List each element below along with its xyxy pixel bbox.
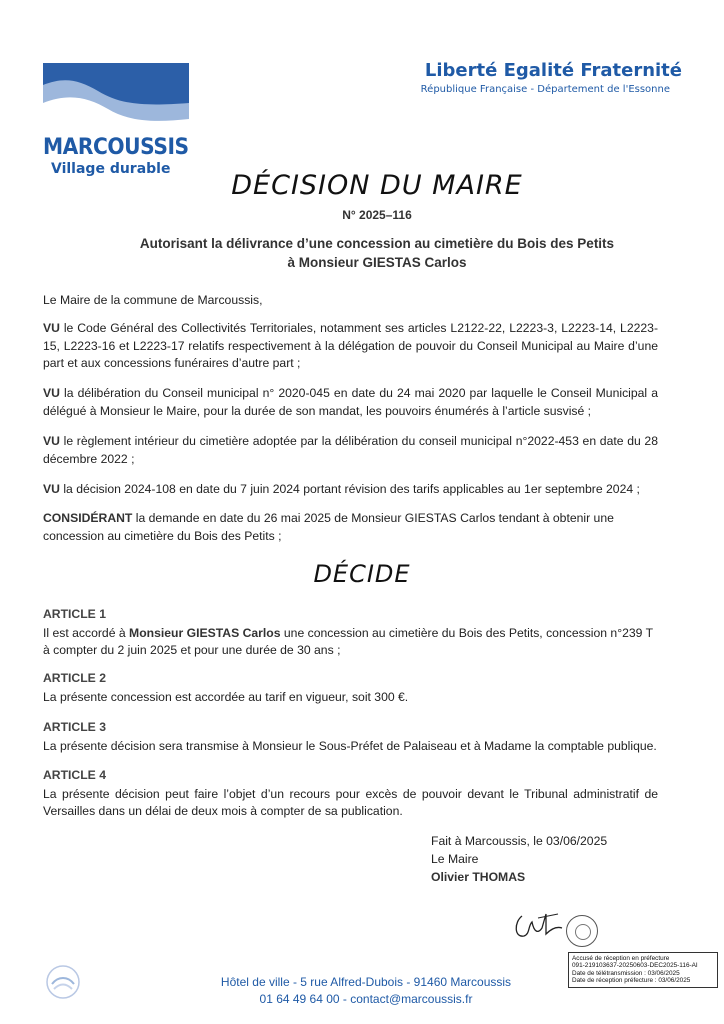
consideration-keyword: VU bbox=[43, 482, 60, 496]
consideration-keyword: VU bbox=[43, 386, 60, 400]
footer-address: Hôtel de ville - 5 rue Alfred-Dubois - 91460 Marcoussis bbox=[220, 975, 512, 989]
logo-wave-icon bbox=[43, 63, 189, 133]
consideration-text: le Code Général des Collectivités Territoriales, notamment ses articles L2122-22, L2223-3, L2223-14, L2223-15, L2223-16 et L2223-17 relatifs respectivement à la délégation de pouvoir du Conseil Municipal au Maire d’une part et aux concessions funéraires d’autre part ; bbox=[43, 321, 658, 370]
signature-role: Le Maire bbox=[431, 852, 479, 866]
article-3 bbox=[43, 719, 658, 755]
consideration-keyword: CONSIDÉRANT bbox=[43, 511, 133, 525]
subject-line-2: à Monsieur GIESTAS Carlos bbox=[287, 255, 467, 270]
stamp-line: Accusé de réception en préfecture bbox=[572, 955, 670, 962]
consideration-paragraph bbox=[43, 510, 658, 545]
subject-line-1: Autorisant la délivrance d’une concession au cimetière du Bois des Petits bbox=[139, 236, 615, 251]
article-body: La présente concession est accordée au tarif en vigueur, soit 300 €. bbox=[43, 689, 409, 704]
footer bbox=[0, 974, 724, 1008]
article-4 bbox=[43, 767, 658, 821]
decision-subject bbox=[0, 234, 724, 272]
beneficiary-name: Monsieur GIESTAS Carlos bbox=[129, 625, 281, 640]
republic-header bbox=[421, 60, 682, 95]
logo-name: MARCOUSSIS bbox=[43, 135, 189, 160]
decision-number: N° 2025–116 bbox=[342, 208, 412, 222]
footer-contact: 01 64 49 64 00 - contact@marcoussis.fr bbox=[259, 992, 473, 1006]
marcoussis-logo bbox=[43, 63, 189, 177]
consideration-paragraph bbox=[43, 481, 658, 499]
article-body: La présente décision sera transmise à Monsieur le Sous-Préfet de Palaiseau et à Madame la comptable publique. bbox=[43, 738, 657, 753]
consideration-text: la délibération du Conseil municipal n° 2020-045 en date du 24 mai 2020 par laquelle le Conseil Municipal a délégué à Monsieur le Maire, pour la durée de son mandat, les pouvoirs énumérés à l’article susvisé ; bbox=[43, 386, 658, 418]
article-title: ARTICLE 2 bbox=[43, 671, 106, 685]
republic-subtitle: République Française - Département de l'Essonne bbox=[420, 84, 670, 95]
logo-tagline: Village durable bbox=[51, 161, 171, 177]
decide-heading: DÉCIDE bbox=[313, 560, 411, 588]
article-title: ARTICLE 1 bbox=[43, 607, 106, 621]
article-body: Il est accordé à Monsieur GIESTAS Carlos une concession au cimetière du Bois des Petits, concession n°239 T à compter du 2 juin 2025 et pour une durée de 30 ans ; bbox=[43, 625, 653, 657]
stamp-line: 091-219103637-20250603-DEC2025-116-AI bbox=[572, 962, 698, 970]
consideration-paragraph bbox=[43, 433, 658, 468]
republic-motto: Liberté Egalité Fraternité bbox=[424, 60, 682, 81]
consideration-paragraph bbox=[43, 385, 658, 420]
article-2 bbox=[43, 670, 658, 706]
signature-name: Olivier THOMAS bbox=[431, 870, 526, 884]
stamp-line: Date de réception préfecture : 03/06/2025 bbox=[572, 977, 691, 985]
consideration-text: la demande en date du 26 mai 2025 de Monsieur GIESTAS Carlos tendant à obtenir une concession au cimetière du Bois des Petits ; bbox=[43, 511, 614, 543]
article-1 bbox=[43, 606, 658, 660]
consideration-keyword: VU bbox=[43, 434, 60, 448]
consideration-text: le règlement intérieur du cimetière adoptée par la délibération du conseil municipal n°2022-453 en date du 28 décembre 2022 ; bbox=[43, 434, 658, 466]
official-seal-icon bbox=[566, 915, 598, 947]
intro-paragraph: Le Maire de la commune de Marcoussis, bbox=[43, 293, 263, 307]
article-title: ARTICLE 4 bbox=[43, 768, 106, 782]
consideration-text: la décision 2024-108 en date du 7 juin 2024 portant révision des tarifs applicables au 1er septembre 2024 ; bbox=[59, 482, 640, 496]
article-body: La présente décision peut faire l’objet d’un recours pour excès de pouvoir devant le Tribunal administratif de Versailles dans un délai de deux mois à compter de sa publication. bbox=[43, 786, 658, 818]
consideration-keyword: VU bbox=[43, 321, 60, 335]
document-title: DÉCISION DU MAIRE bbox=[231, 170, 523, 201]
handwritten-signature-icon bbox=[512, 908, 568, 944]
consideration-paragraph bbox=[43, 320, 658, 373]
signature-block bbox=[431, 832, 607, 886]
stamp-line: Date de télétransmission : 03/06/2025 bbox=[572, 969, 680, 977]
article-title: ARTICLE 3 bbox=[43, 720, 106, 734]
signature-place-date: Fait à Marcoussis, le 03/06/2025 bbox=[431, 834, 608, 848]
